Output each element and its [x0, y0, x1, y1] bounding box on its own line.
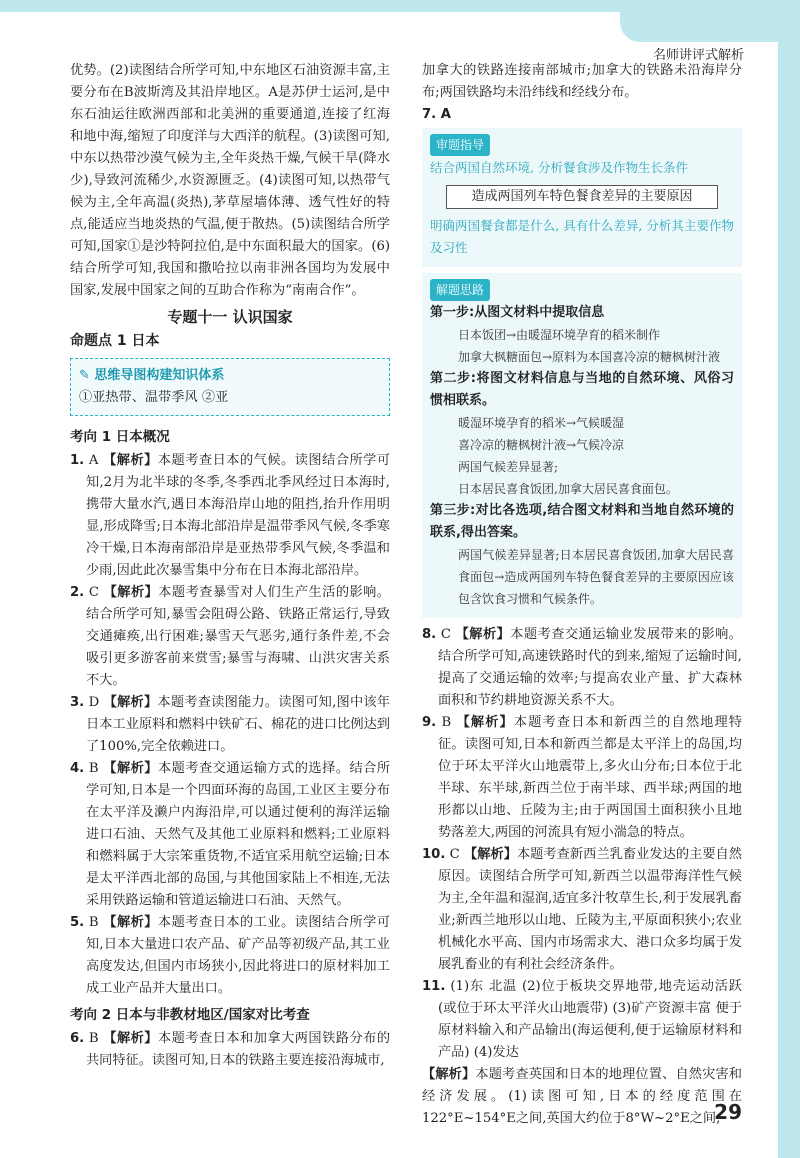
question-4: 4. B 【解析】本题考查交通运输方式的选择。结合所学可知,日本是一个四面环海的岛国,工业区主要分布在太平洋及濑户内海沿岸,可以通过便利的海洋运输进口石油、天然气及其他工业原料和燃料;工业原料和燃料属于大宗笨重货物,不适宜采用航空运输;日本是太平洋西北部的岛国,与其他国家陆上不相连,无法采用铁路运输和管道运输进口石油、天然气。 [70, 761, 390, 908]
step-2-line: 日本居民喜食饭团,加拿大居民喜食面包。 [458, 482, 678, 496]
topic-title: 专题十一 认识国家 [167, 308, 293, 326]
question-10: 10. C 【解析】本题考查新西兰乳畜业发达的主要自然原因。读图结合所学可知,新西兰以温带海洋性气候为主,全年温和湿润,适宜多汁牧草生长,利于发展乳畜业;新西兰地形以山地、丘陵为主,平原面积狭小;农业机械化水平高、国内市场需求大、港口众多均属于发展乳畜业的有利社会经济条件。 [422, 847, 742, 972]
page-body [70, 60, 742, 1140]
mindmap-body: ①亚热带、温带季风 ②亚 [79, 390, 229, 405]
question-2: 2. C 【解析】本题考查暴雪对人们生产生活的影响。结合所学可知,暴雪会阻碍公路、铁路正常运行,导致交通瘫痪,出行困难;暴雪天气恶劣,通行条件差,不会吸引更多游客前来赏雪;暴雪与海啸、山洪灾害关系不大。 [70, 585, 390, 688]
question-7: 7. A [422, 107, 451, 122]
header-title: 名师讲评式解析 [652, 48, 744, 63]
question-9: 9. B 【解析】本题考查日本和新西兰的自然地理特征。读图可知,日本和新西兰都是太平洋上的岛国,均位于环太平洋火山地震带上,多火山分布;日本位于北半球、东半球,新西兰位于南半球、西半球;两国的地形都以山地、丘陵为主;由于两国国土面积狭小且地势落差大,两国的河流具有短小湍急的特点。 [422, 715, 742, 840]
guide-bottom-note: 明确两国餐食都是什么, 具有什么差异, 分析其主要作物及习性 [430, 218, 734, 255]
mindmap-box [70, 358, 390, 416]
question-11: 11. (1)东 北温 (2)位于板块交界地带,地壳运动活跃(或位于环太平洋火山地震带) (3)矿产资源丰富 便于原材料输入和产品输出(海运便利,便于运输原材料和产品) (4)发达 [422, 979, 742, 1060]
header-tab [620, 12, 800, 42]
guide-top-note: 结合两国自然环境, 分析餐食涉及作物生长条件 [430, 160, 688, 175]
right-rail [778, 40, 800, 1158]
point-title: 命题点 1 日本 [70, 333, 160, 349]
header-band [0, 0, 800, 12]
review-guide [422, 128, 742, 267]
question-3: 3. D 【解析】本题考查读图能力。读图可知,图中该年日本工业原料和燃料中铁矿石、棉花的进口比例达到了100%,完全依赖进口。 [70, 695, 391, 754]
question-8: 8. C 【解析】本题考查交通运输业发展带来的影响。结合所学可知,高速铁路时代的到来,缩短了运输时间,提高了交通运输的效率;与提高农业产量、扩大森林面积和节约耕地资源关系不大。 [422, 627, 742, 708]
step-2: 第二步:将图文材料信息与当地的自然环境、风俗习惯相联系。 [430, 371, 734, 408]
step-2-line: 暖湿环境孕育的稻米→气候暖湿 [458, 416, 625, 430]
step-3: 第三步:对比各选项,结合图文材料和当地自然环境的联系,得出答案。 [430, 503, 734, 540]
step-3-line: 两国气候差异显著;日本居民喜食饭团,加拿大居民喜食面包→造成两国列车特色餐食差异的主要原因应该包含饮食习惯和气候条件。 [458, 548, 734, 606]
step-1-line: 日本饭团→由暖湿环境孕育的稻米制作 [458, 328, 661, 342]
intro-paragraph: 优势。(2)读图结合所学可知,中东地区石油资源丰富,主要分布在B波斯湾及其沿岸地区。A是苏伊士运河,是中东石油运往欧洲西部和北美洲的重要通道,连接了红海和地中海,缩短了印度洋与大西洋的航程。(3)读图可知,中东以热带沙漠气候为主,全年炎热干燥,气候干旱(降水少),导致河流稀少,水资源匮乏。(4)读图可知,以热带气候为主,全年高温(炎热),茅草屋墙体薄、透气性好的特点,能适应当地炎热的气温,便于散热。(5)读图结合所学可知,国家①是沙特阿拉伯,是中东面积最大的国家。(6)结合所学可知,我国和撒哈拉以南非洲各国均为发展中国家,发展中国家之间的互助合作称为“南南合作”。 [70, 63, 390, 298]
mindmap-title: ✎ 思维导图构建知识体系 [79, 368, 225, 383]
left-column [70, 60, 390, 1072]
page-number: 29 [714, 1100, 742, 1124]
solution-path [422, 273, 742, 618]
question-5: 5. B 【解析】本题考查日本的工业。读图结合所学可知,日本大量进口农产品、矿产品等初级产品,其工业高度发达,但国内市场狭小,因此将进口的原材料加工成工业产品并大量出口。 [70, 915, 390, 996]
guide-center-box: 造成两国列车特色餐食差异的主要原因 [446, 185, 718, 209]
question-1: 1. A 【解析】本题考查日本的气候。读图结合所学可知,2月为北半球的冬季,冬季西北季风经过日本海时,携带大量水汽,遇日本海沿岸山地的阻挡,抬升作用明显,形成降雪;日本海北部沿岸是温带季风气候,冬季寒冷干燥,日本海南部沿岸是亚热带季风气候,冬季温和少雨,因此此次暴雪集中分布在日本海北部沿岸。 [70, 453, 391, 578]
step-1-line: 加拿大枫糖面包→原料为本国喜冷凉的糖枫树汁液 [458, 350, 721, 364]
direction-2: 考向 2 日本与非教材地区/国家对比考查 [70, 1007, 310, 1023]
direction-1: 考向 1 日本概况 [70, 429, 170, 445]
question-11-analysis: 【解析】本题考查英国和日本的地理位置、自然灾害和经济发展。(1)读图可知,日本的经度范围在122°E~154°E之间,英国大约位于8°W~2°E之间, [422, 1067, 742, 1126]
step-2-line: 两国气候差异显著; [458, 460, 559, 474]
question-6-continued: 加拿大的铁路连接南部城市;加拿大的铁路未沿海岸分布;两国铁路均未沿纬线和经线分布。 [422, 63, 742, 100]
solution-path-tag: 解题思路 [430, 279, 490, 301]
review-guide-tag: 审题指导 [430, 134, 490, 156]
question-6: 6. B 【解析】本题考查日本和加拿大两国铁路分布的共同特征。读图可知,日本的铁路主要连接沿海城市, [70, 1031, 390, 1068]
step-1: 第一步:从图文材料中提取信息 [430, 305, 605, 320]
step-2-line: 喜冷凉的糖枫树汁液→气候冷凉 [458, 438, 625, 452]
right-column [422, 60, 742, 1130]
